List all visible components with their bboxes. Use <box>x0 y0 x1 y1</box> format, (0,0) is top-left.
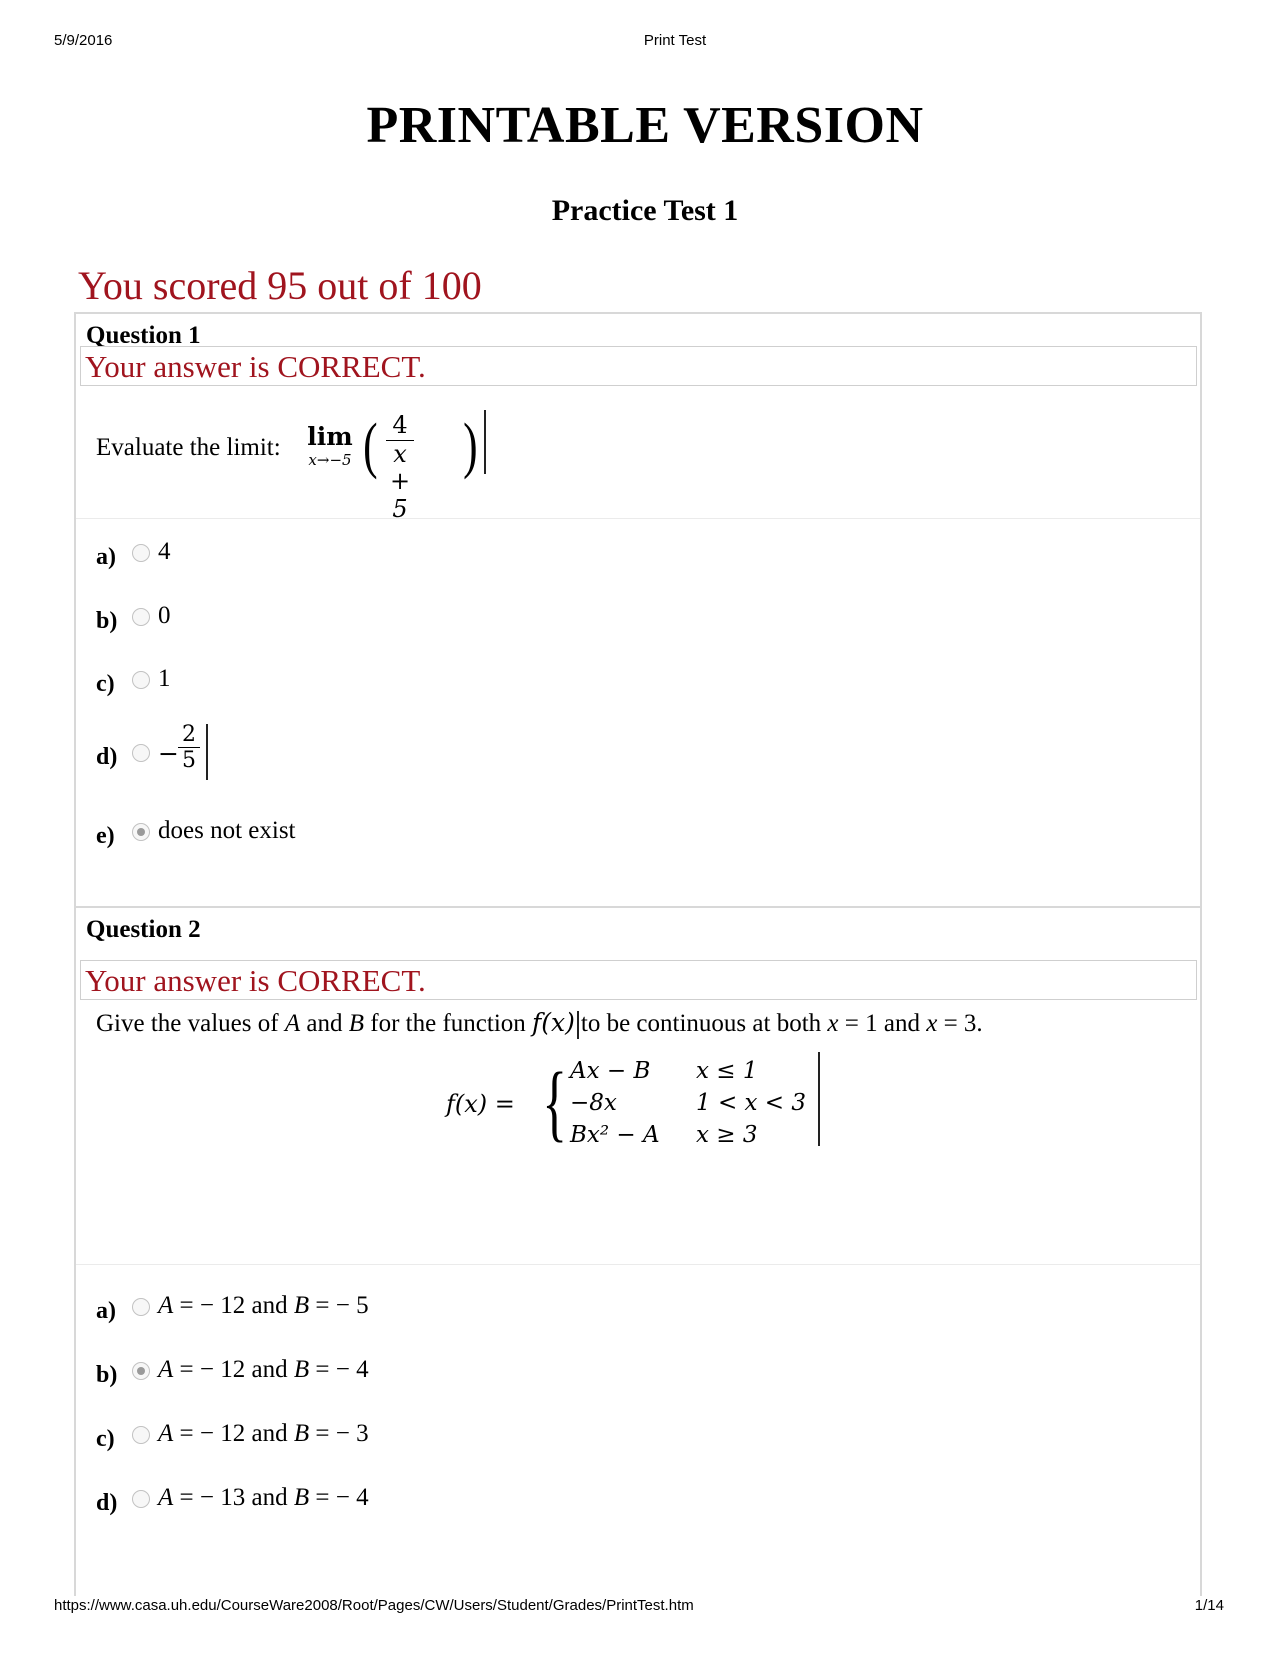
negative-sign: − <box>158 739 179 768</box>
piecewise-lhs: f(x) = <box>446 1090 515 1118</box>
radio-button[interactable] <box>132 544 150 562</box>
prompt-text: Evaluate the limit: <box>96 434 281 461</box>
prompt-text: to be continuous at both <box>580 1010 828 1037</box>
and-text: and <box>245 1356 294 1383</box>
print-date: 5/9/2016 <box>54 32 113 49</box>
option-letter: c) <box>96 671 115 697</box>
fraction-denominator: x + 5 <box>390 439 411 523</box>
b-value: − 3 <box>335 1420 369 1447</box>
var-x: x <box>926 1010 938 1037</box>
radio-button[interactable] <box>132 1298 150 1316</box>
prompt-text: = 3. <box>937 1010 983 1037</box>
radio-button[interactable] <box>132 671 150 689</box>
left-paren: ( <box>363 412 378 480</box>
piece-expr: −8x <box>570 1090 617 1116</box>
prompt-text: for the function <box>364 1010 533 1037</box>
limit-fraction <box>386 412 414 523</box>
question-2-panel <box>74 906 1202 1596</box>
print-tab-title: Print Test <box>643 32 707 49</box>
option-text <box>158 1292 369 1320</box>
limit-operator <box>306 422 354 468</box>
question-1-panel <box>74 312 1202 908</box>
option-text <box>158 1484 369 1512</box>
fraction-numerator: 4 <box>386 412 414 441</box>
equals-sign: = <box>173 1356 200 1383</box>
option-letter: d) <box>96 1490 118 1516</box>
piece-expr: Ax − B <box>570 1058 651 1084</box>
text-cursor <box>818 1052 820 1146</box>
var-a: A <box>284 1010 301 1037</box>
equals-sign: = <box>173 1420 200 1447</box>
var-b: B <box>293 1420 310 1447</box>
piece-cond: 1 < x < 3 <box>696 1090 807 1116</box>
var-a: A <box>158 1484 174 1511</box>
limit-subscript: x→−5 <box>308 451 352 469</box>
equals-sign: = <box>173 1484 200 1511</box>
test-name: Practice Test 1 <box>551 194 739 227</box>
radio-button-selected[interactable] <box>132 823 150 841</box>
page-url: https://www.casa.uh.edu/CourseWare2008/Root/Pages/CW/Users/Student/Grades/PrintTest.htm <box>54 1597 694 1614</box>
score-text: You scored 95 out of 100 <box>78 263 482 308</box>
option-fraction <box>178 722 200 774</box>
radio-button[interactable] <box>132 1426 150 1444</box>
question-title: Question 1 <box>86 322 201 349</box>
fraction-numerator: 2 <box>178 722 200 748</box>
b-value: − 4 <box>335 1356 369 1383</box>
option-text: does not exist <box>158 817 296 844</box>
answer-verdict: Your answer is CORRECT. <box>80 346 1197 386</box>
var-a: A <box>158 1292 174 1319</box>
b-value: − 5 <box>335 1292 369 1319</box>
right-paren: ) <box>463 412 478 480</box>
page-number: 1/14 <box>1194 1597 1224 1614</box>
option-letter: b) <box>96 608 118 634</box>
prompt-text: and <box>300 1010 349 1037</box>
var-a: A <box>158 1420 174 1447</box>
var-b: B <box>348 1010 365 1037</box>
radio-button[interactable] <box>132 1490 150 1508</box>
a-value: − 12 <box>199 1420 246 1447</box>
text-cursor <box>577 1011 579 1039</box>
a-value: − 12 <box>199 1292 246 1319</box>
piece-cond: x ≥ 3 <box>696 1122 758 1148</box>
var-b: B <box>293 1292 310 1319</box>
option-text <box>158 1420 369 1448</box>
option-letter: e) <box>96 823 115 849</box>
a-value: − 13 <box>199 1484 246 1511</box>
option-text: 0 <box>158 602 171 629</box>
and-text: and <box>245 1420 294 1447</box>
print-header <box>0 30 1280 54</box>
equals-sign: = <box>309 1484 336 1511</box>
question-body <box>76 388 1200 523</box>
option-text: 4 <box>158 538 171 565</box>
option-letter: a) <box>96 1298 116 1324</box>
question-prompt <box>96 1008 983 1039</box>
radio-button[interactable] <box>132 608 150 626</box>
answer-verdict: Your answer is CORRECT. <box>80 960 1197 1000</box>
var-x: x <box>827 1010 839 1037</box>
piece-expr: Bx² − A <box>570 1122 660 1148</box>
equals-sign: = <box>309 1420 336 1447</box>
radio-button[interactable] <box>132 744 150 762</box>
prompt-text: Give the values of <box>96 1010 285 1037</box>
piece-cond: x ≤ 1 <box>696 1058 758 1084</box>
option-letter: c) <box>96 1426 115 1452</box>
fraction-denominator: 5 <box>182 748 196 774</box>
text-cursor <box>484 410 486 474</box>
equals-sign: = <box>309 1356 336 1383</box>
option-text: 1 <box>158 665 171 692</box>
option-text <box>158 1356 369 1384</box>
question-body <box>76 1002 1200 1265</box>
equals-sign: = <box>309 1292 336 1319</box>
radio-button-selected[interactable] <box>132 1362 150 1380</box>
var-b: B <box>293 1356 310 1383</box>
option-letter: d) <box>96 744 118 770</box>
a-value: − 12 <box>199 1356 246 1383</box>
and-text: and <box>245 1484 294 1511</box>
piecewise-function <box>446 1054 906 1158</box>
option-letter: b) <box>96 1362 118 1388</box>
left-brace: { <box>542 1054 568 1150</box>
b-value: − 4 <box>335 1484 369 1511</box>
page-title: PRINTABLE VERSION <box>366 97 924 154</box>
limit-op: lim <box>307 422 353 451</box>
prompt-text: = 1 and <box>838 1010 927 1037</box>
function-name: f(x) <box>532 1008 575 1037</box>
option-letter: a) <box>96 544 116 570</box>
var-b: B <box>293 1484 310 1511</box>
equals-sign: = <box>173 1292 200 1319</box>
text-cursor <box>206 724 208 780</box>
question-title: Question 2 <box>86 916 201 943</box>
and-text: and <box>245 1292 294 1319</box>
var-a: A <box>158 1356 174 1383</box>
